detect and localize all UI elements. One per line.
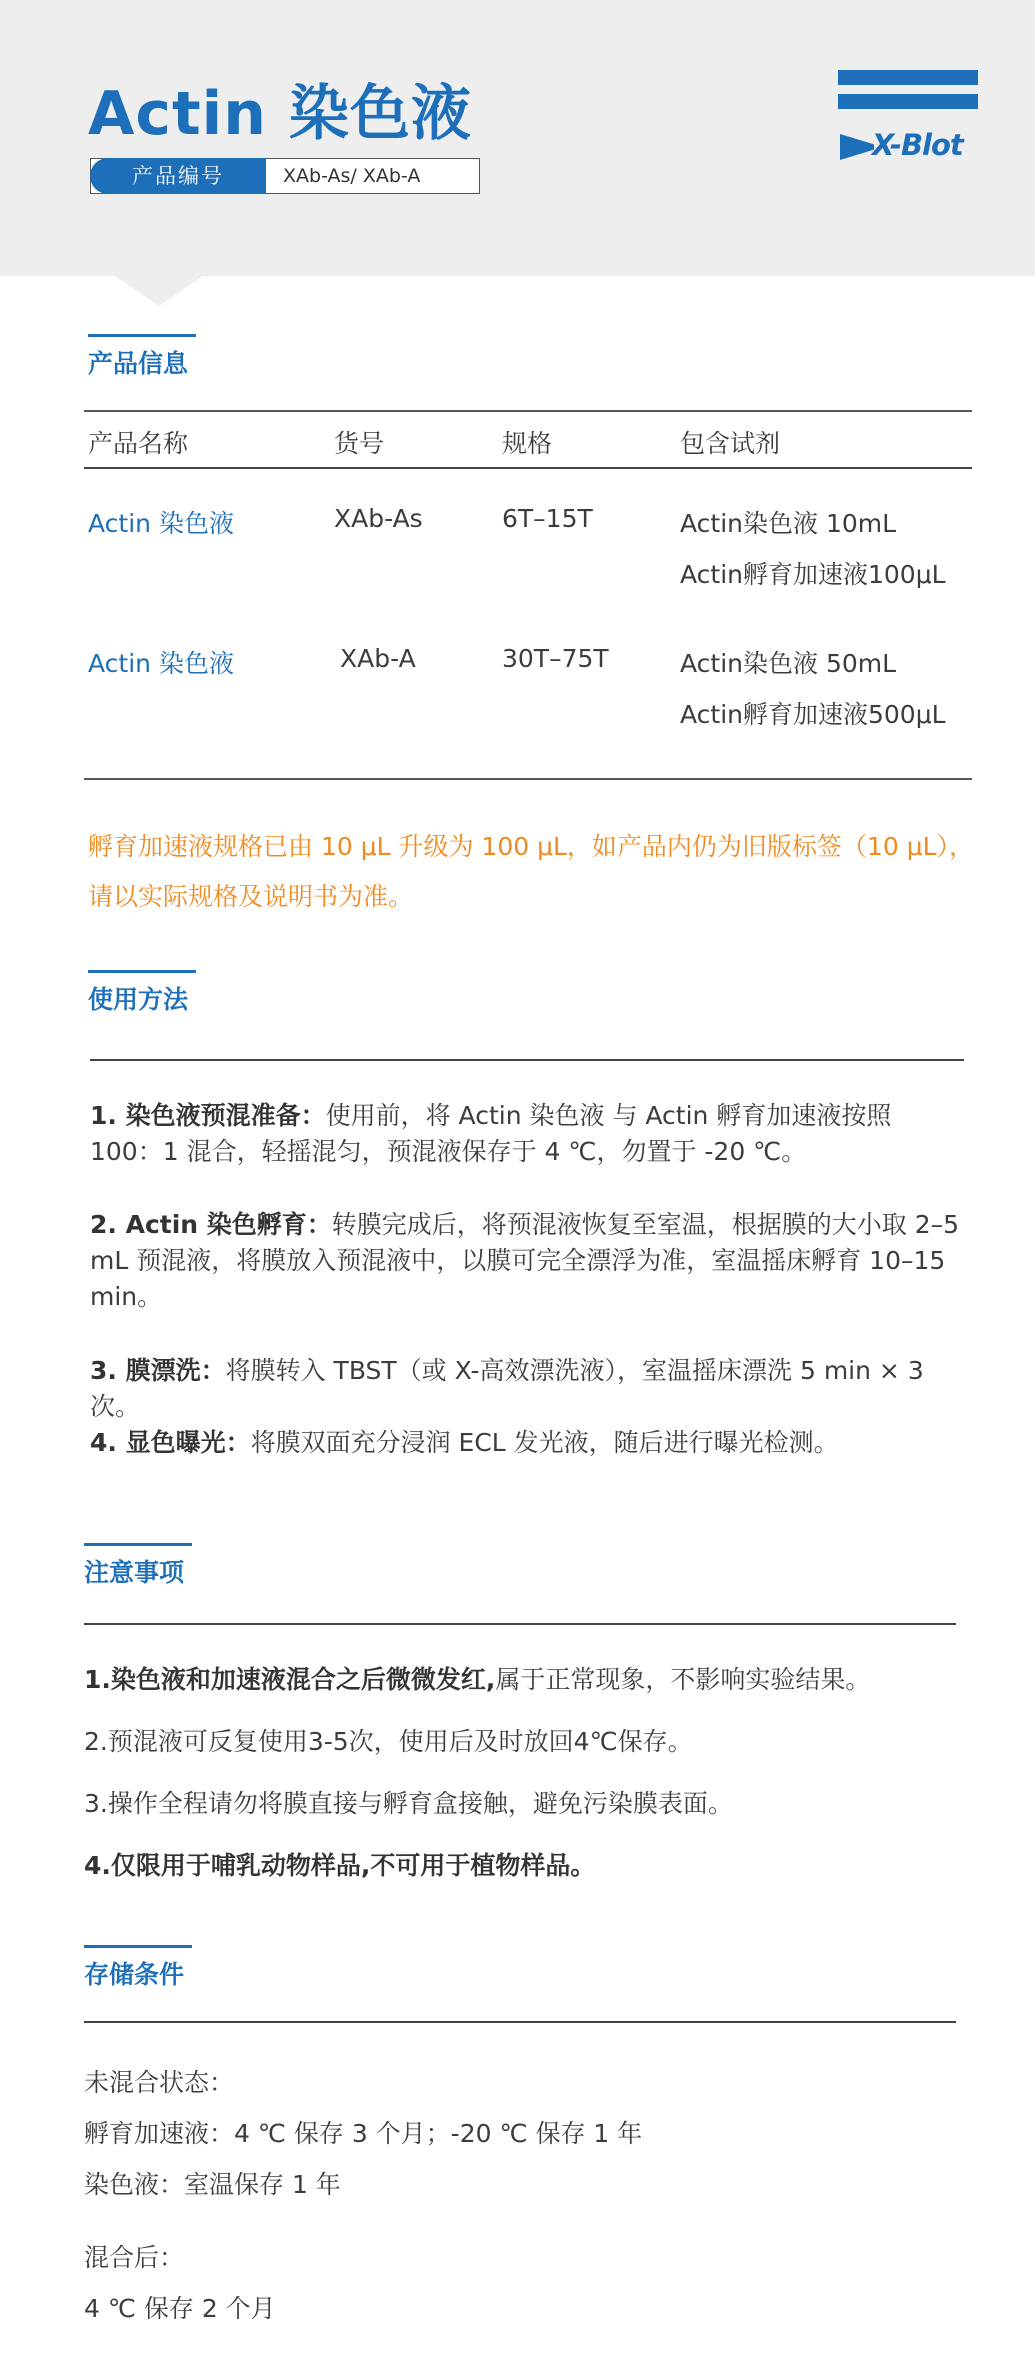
section-heading-product-info: 产品信息	[88, 344, 188, 380]
row-product-spec: 30T–75T	[502, 644, 609, 673]
note-item	[84, 1660, 870, 1696]
usage-step	[90, 1098, 960, 1170]
table-top-rule	[84, 410, 972, 412]
column-header-name: 产品名称	[88, 429, 189, 458]
storage-unmixed-label: 未混合状态：	[84, 2068, 235, 2097]
logo-text: X-Blot	[872, 128, 963, 162]
storage-rule	[84, 2021, 956, 2023]
column-header-code: 货号	[334, 429, 385, 458]
section-heading-usage: 使用方法	[88, 980, 188, 1016]
row-product-name: Actin 染色液	[88, 509, 234, 538]
upgrade-notice-line: 孵育加速液规格已由 10 μL 升级为 100 μL，如产品内仍为旧版标签（10 μL），	[88, 832, 975, 861]
storage-line: 孵育加速液：4 ℃ 保存 3 个月；-20 ℃ 保存 1 年	[84, 2119, 643, 2148]
column-header-spec: 规格	[502, 429, 553, 458]
note-item-warning: 4.仅限用于哺乳动物样品,不可用于植物样品。	[84, 1851, 596, 1880]
upgrade-notice-line: 请以实际规格及说明书为准。	[88, 882, 414, 911]
logo-bar-bottom	[838, 94, 978, 109]
logo-bar-top	[838, 70, 978, 85]
usage-step	[90, 1207, 960, 1315]
storage-line: 4 ℃ 保存 2 个月	[84, 2294, 276, 2323]
usage-step	[90, 1425, 960, 1461]
step-text: 使用前，将 Actin 染色液 与 Actin 孵育加速液按照100：1 混合，轻摇混匀，预混液保存于 4 ℃，勿置于 -20 ℃。	[90, 1101, 892, 1166]
row-product-code: XAb-As	[334, 504, 423, 533]
table-bottom-rule	[84, 778, 972, 780]
step-label: 3. 膜漂洗：	[90, 1356, 226, 1385]
step-text: 将膜转入 TBST（或 X-高效漂洗液），室温摇床漂洗 5 min × 3 次。	[90, 1356, 924, 1421]
row-reagent: Actin染色液 50mL	[680, 649, 897, 678]
notes-rule	[84, 1623, 956, 1625]
step-text: 将膜双面充分浸润 ECL 发光液，随后进行曝光检测。	[250, 1428, 839, 1457]
note-text: 属于正常现象，不影响实验结果。	[495, 1665, 871, 1694]
row-reagent: Actin孵育加速液500μL	[680, 700, 946, 729]
row-reagent: Actin染色液 10mL	[680, 509, 897, 538]
usage-step	[90, 1353, 960, 1425]
logo-wedge-icon	[840, 134, 874, 160]
row-product-spec: 6T–15T	[502, 504, 593, 533]
header-notch	[115, 276, 203, 306]
table-header-rule	[84, 467, 972, 469]
row-product-name: Actin 染色液	[88, 649, 234, 678]
note-item: 3.操作全程请勿将膜直接与孵育盒接触，避免污染膜表面。	[84, 1789, 733, 1818]
usage-rule	[90, 1059, 964, 1061]
product-code-box	[90, 158, 480, 194]
note-item: 2.预混液可反复使用3-5次，使用后及时放回4℃保存。	[84, 1727, 693, 1756]
storage-mixed-label: 混合后：	[84, 2243, 185, 2272]
row-product-code: XAb-A	[340, 644, 416, 673]
column-header-reagents: 包含试剂	[680, 429, 781, 458]
section-heading-notes: 注意事项	[84, 1553, 184, 1589]
row-reagent: Actin孵育加速液100μL	[680, 560, 946, 589]
storage-line: 染色液：室温保存 1 年	[84, 2170, 341, 2199]
note-bold-text: 1.染色液和加速液混合之后微微发红,	[84, 1665, 496, 1694]
page-title: Actin 染色液	[88, 79, 472, 149]
brand-logo	[838, 68, 978, 164]
step-label: 1. 染色液预混准备：	[90, 1101, 326, 1130]
product-code-value: XAb-As/ XAb-A	[283, 165, 421, 187]
step-label: 4. 显色曝光：	[90, 1428, 251, 1457]
step-text: 转膜完成后，将预混液恢复至室温，根据膜的大小取 2–5 mL 预混液，将膜放入预混液中，以膜可完全漂浮为准，室温摇床孵育 10–15 min。	[90, 1210, 960, 1311]
section-heading-storage: 存储条件	[84, 1955, 184, 1991]
step-label: 2. Actin 染色孵育：	[90, 1210, 332, 1239]
product-code-label: 产品编号	[90, 158, 266, 194]
header-banner	[0, 0, 1035, 276]
